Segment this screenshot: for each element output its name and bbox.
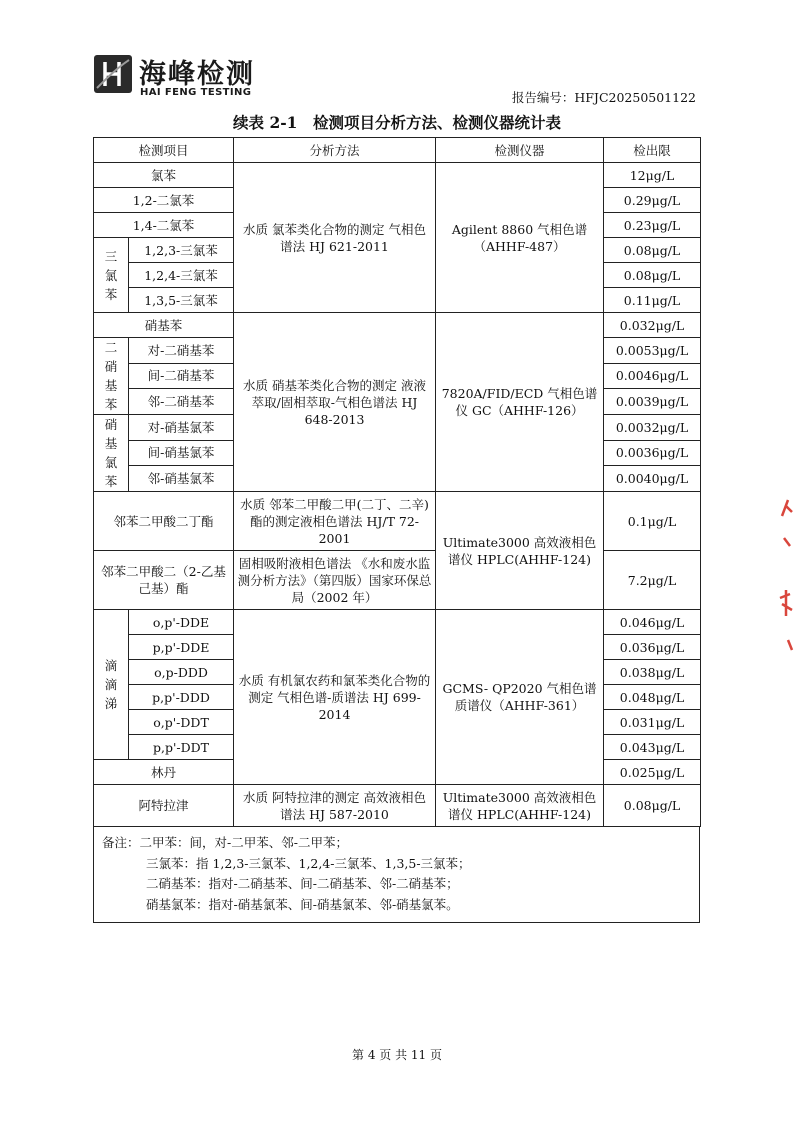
group-label: 三 氯 苯 — [94, 238, 129, 313]
method-cell: 水质 有机氯农药和氯苯类化合物的测定 气相色谱-质谱法 HJ 699-2014 — [234, 610, 436, 785]
method-table-container — [93, 137, 700, 923]
limit-cell: 0.025μg/L — [604, 760, 701, 785]
note-line: 二硝基苯：指对-二硝基苯、间-二硝基苯、邻-二硝基苯； — [146, 876, 459, 891]
limit-cell: 0.0040μg/L — [604, 466, 701, 492]
item-name: 1,4-二氯苯 — [94, 213, 234, 238]
limit-cell: 0.031μg/L — [604, 710, 701, 735]
note-line: 备注：二甲苯：间，对-二甲苯、邻-二甲苯； — [102, 835, 348, 850]
table-title: 续表 2-1 检测项目分析方法、检测仪器统计表 — [233, 113, 561, 132]
table-row — [94, 551, 701, 610]
limit-cell: 0.11μg/L — [604, 288, 701, 313]
limit-cell: 0.23μg/L — [604, 213, 701, 238]
item-name: 1,2-二氯苯 — [94, 188, 234, 213]
limit-cell: 0.08μg/L — [604, 238, 701, 263]
item-name: 间-二硝基苯 — [129, 363, 234, 389]
header-limit: 检出限 — [604, 138, 701, 163]
limit-cell: 0.1μg/L — [604, 492, 701, 551]
method-cell: 水质 硝基苯类化合物的测定 液液萃取/固相萃取-气相色谱法 HJ 648-2013 — [234, 313, 436, 492]
group-label: 二 硝 基 苯 — [94, 338, 129, 415]
item-name: 邻苯二甲酸二丁酯 — [94, 492, 234, 551]
header-instrument: 检测仪器 — [436, 138, 604, 163]
limit-cell: 0.043μg/L — [604, 735, 701, 760]
group-label: 滴 滴 涕 — [94, 610, 129, 760]
table-row — [94, 610, 701, 635]
method-cell: 固相吸附液相色谱法 《水和废水监测分析方法》（第四版）国家环保总局（2002 年） — [234, 551, 436, 610]
limit-cell: 0.0032μg/L — [604, 415, 701, 441]
seal-stamp-edge-icon — [774, 490, 794, 670]
item-name: 1,2,4-三氯苯 — [129, 263, 234, 288]
item-name: p,p'-DDT — [129, 735, 234, 760]
method-table — [93, 137, 701, 827]
limit-cell: 0.08μg/L — [604, 263, 701, 288]
instrument-cell: GCMS- QP2020 气相色谱质谱仪（AHHF-361） — [436, 610, 604, 785]
logo-chinese-name: 海峰检测 — [139, 59, 255, 90]
item-name: 间-硝基氯苯 — [129, 440, 234, 466]
item-name: 阿特拉津 — [94, 785, 234, 827]
item-name: 邻苯二甲酸二（2-乙基己基）酯 — [94, 551, 234, 610]
item-name: 1,2,3-三氯苯 — [129, 238, 234, 263]
page-footer: 第 4 页 共 11 页 — [352, 1048, 442, 1062]
table-notes — [93, 827, 700, 923]
item-name: p,p'-DDD — [129, 685, 234, 710]
limit-cell: 0.0039μg/L — [604, 389, 701, 415]
limit-cell: 7.2μg/L — [604, 551, 701, 610]
logo-mark-icon — [93, 54, 133, 94]
limit-cell: 0.048μg/L — [604, 685, 701, 710]
header-method: 分析方法 — [234, 138, 436, 163]
instrument-cell: Agilent 8860 气相色谱（AHHF-487） — [436, 163, 604, 313]
item-name: o,p'-DDT — [129, 710, 234, 735]
item-name: p,p'-DDE — [129, 635, 234, 660]
table-row — [94, 163, 701, 188]
limit-cell: 0.046μg/L — [604, 610, 701, 635]
limit-cell: 0.0053μg/L — [604, 338, 701, 364]
limit-cell: 0.038μg/L — [604, 660, 701, 685]
limit-cell: 0.0036μg/L — [604, 440, 701, 466]
note-line: 三氯苯：指 1,2,3-三氯苯、1,2,4-三氯苯、1,3,5-三氯苯； — [146, 855, 471, 871]
item-name: 1,3,5-三氯苯 — [129, 288, 234, 313]
report-number: 报告编号：HFJC20250501122 — [511, 90, 696, 105]
method-cell: 水质 氯苯类化合物的测定 气相色谱法 HJ 621-2011 — [234, 163, 436, 313]
instrument-cell: 7820A/FID/ECD 气相色谱仪 GC（AHHF-126） — [436, 313, 604, 492]
limit-cell: 0.0046μg/L — [604, 363, 701, 389]
item-name: o,p-DDD — [129, 660, 234, 685]
instrument-cell: Ultimate3000 高效液相色谱仪 HPLC(AHHF-124) — [436, 492, 604, 610]
limit-cell: 12μg/L — [604, 163, 701, 188]
item-name: 硝基苯 — [94, 313, 234, 338]
table-row — [94, 785, 701, 827]
limit-cell: 0.036μg/L — [604, 635, 701, 660]
table-row — [94, 313, 701, 338]
method-cell: 水质 阿特拉津的测定 高效液相色谱法 HJ 587-2010 — [234, 785, 436, 827]
company-logo — [93, 54, 263, 104]
limit-cell: 0.29μg/L — [604, 188, 701, 213]
item-name: 邻-硝基氯苯 — [129, 466, 234, 492]
instrument-cell: Ultimate3000 高效液相色谱仪 HPLC(AHHF-124) — [436, 785, 604, 827]
limit-cell: 0.032μg/L — [604, 313, 701, 338]
item-name: 林丹 — [94, 760, 234, 785]
limit-cell: 0.08μg/L — [604, 785, 701, 827]
item-name: 对-硝基氯苯 — [129, 415, 234, 441]
item-name: 邻-二硝基苯 — [129, 389, 234, 415]
item-name: 氯苯 — [94, 163, 234, 188]
note-line: 硝基氯苯：指对-硝基氯苯、间-硝基氯苯、邻-硝基氯苯。 — [146, 896, 459, 912]
table-row — [94, 492, 701, 551]
logo-english-name: HAI FENG TESTING — [140, 87, 252, 98]
header-item: 检测项目 — [94, 138, 234, 163]
item-name: o,p'-DDE — [129, 610, 234, 635]
method-cell: 水质 邻苯二甲酸二甲(二丁、二辛)酯的测定液相色谱法 HJ/T 72-2001 — [234, 492, 436, 551]
item-name: 对-二硝基苯 — [129, 338, 234, 364]
group-label: 硝 基 氯 苯 — [94, 415, 129, 492]
header-row — [94, 138, 701, 163]
